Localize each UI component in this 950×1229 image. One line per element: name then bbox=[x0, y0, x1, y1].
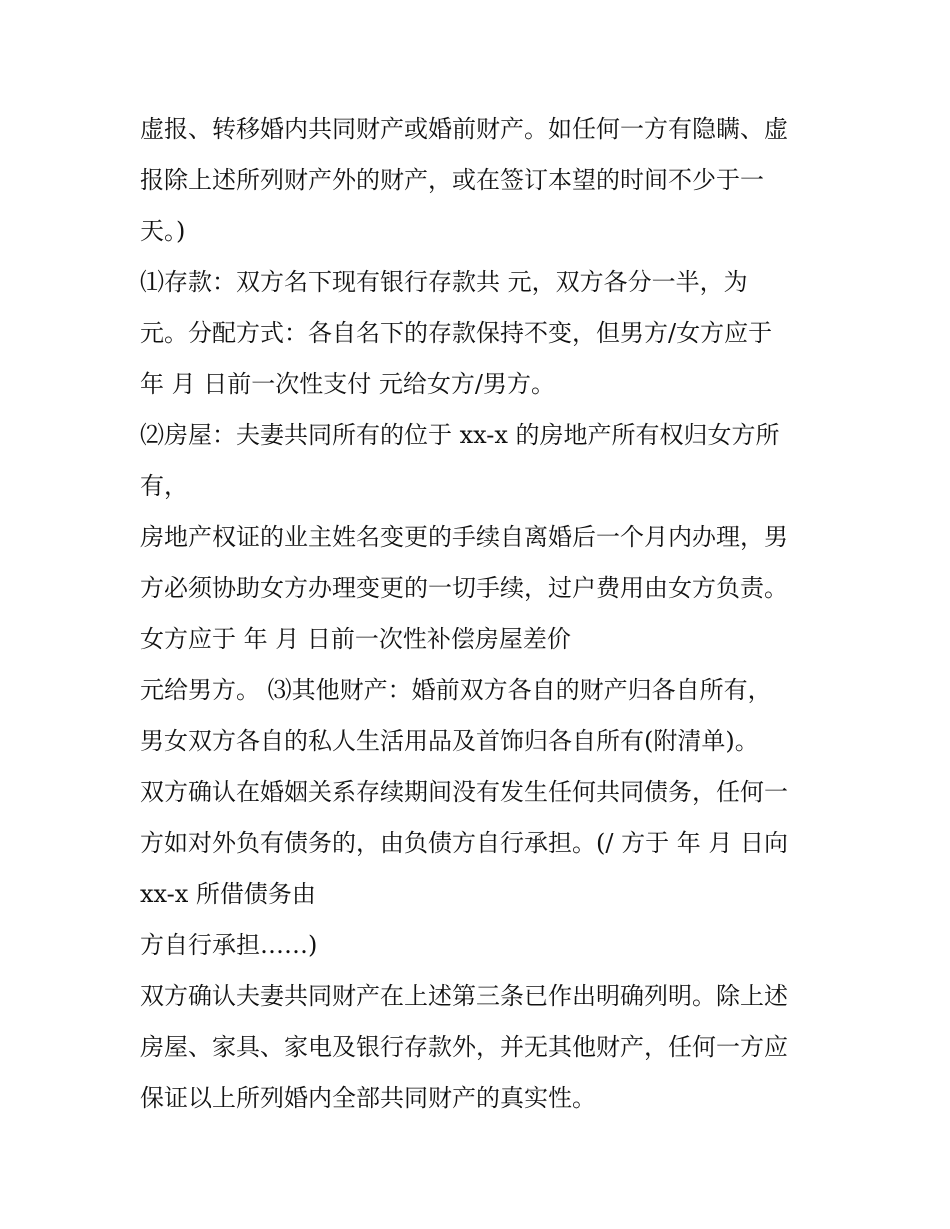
text-line: ⑵房屋：夫妻共同所有的位于 xx-x 的房地产所有权归女方所 bbox=[140, 421, 780, 449]
text-line: 女方应于 年 月 日前一次性补偿房屋差价 bbox=[140, 625, 571, 653]
text-line: 房地产权证的业主姓名变更的手续自离婚后一个月内办理，男 bbox=[140, 523, 788, 551]
document-body bbox=[140, 104, 840, 1124]
text-line: 方自行承担……) bbox=[140, 931, 318, 959]
text-line: 房屋、家具、家电及银行存款外，并无其他财产，任何一方应 bbox=[140, 1033, 788, 1061]
text-line: 有， bbox=[140, 472, 188, 500]
text-line: 双方确认在婚姻关系存续期间没有发生任何共同债务，任何一 bbox=[140, 778, 788, 806]
text-line: 天。) bbox=[140, 217, 186, 245]
text-line: 方必须协助女方办理变更的一切手续，过户费用由女方负责。 bbox=[140, 574, 788, 602]
text-line: 男女双方各自的私人生活用品及首饰归各自所有(附清单)。 bbox=[140, 727, 759, 755]
text-line: 保证以上所列婚内全部共同财产的真实性。 bbox=[140, 1084, 596, 1112]
text-line: 元。分配方式：各自名下的存款保持不变，但男方/女方应于 bbox=[140, 319, 773, 347]
text-line: 报除上述所列财产外的财产，或在签订本望的时间不少于一 bbox=[140, 166, 764, 194]
text-line: 元给男方。 ⑶其他财产：婚前双方各自的财产归各自所有， bbox=[140, 676, 772, 704]
text-line: ⑴存款：双方名下现有银行存款共 元，双方各分一半，为 bbox=[140, 268, 748, 296]
text-line: xx-x 所借债务由 bbox=[140, 880, 316, 908]
text-line: 双方确认夫妻共同财产在上述第三条已作出明确列明。除上述 bbox=[140, 982, 788, 1010]
text-line: 年 月 日前一次性支付 元给女方/男方。 bbox=[140, 370, 555, 398]
text-line: 虚报、转移婚内共同财产或婚前财产。如任何一方有隐瞒、虚 bbox=[140, 115, 788, 143]
text-line: 方如对外负有债务的，由负债方自行承担。(/ 方于 年 月 日向 bbox=[140, 829, 788, 857]
